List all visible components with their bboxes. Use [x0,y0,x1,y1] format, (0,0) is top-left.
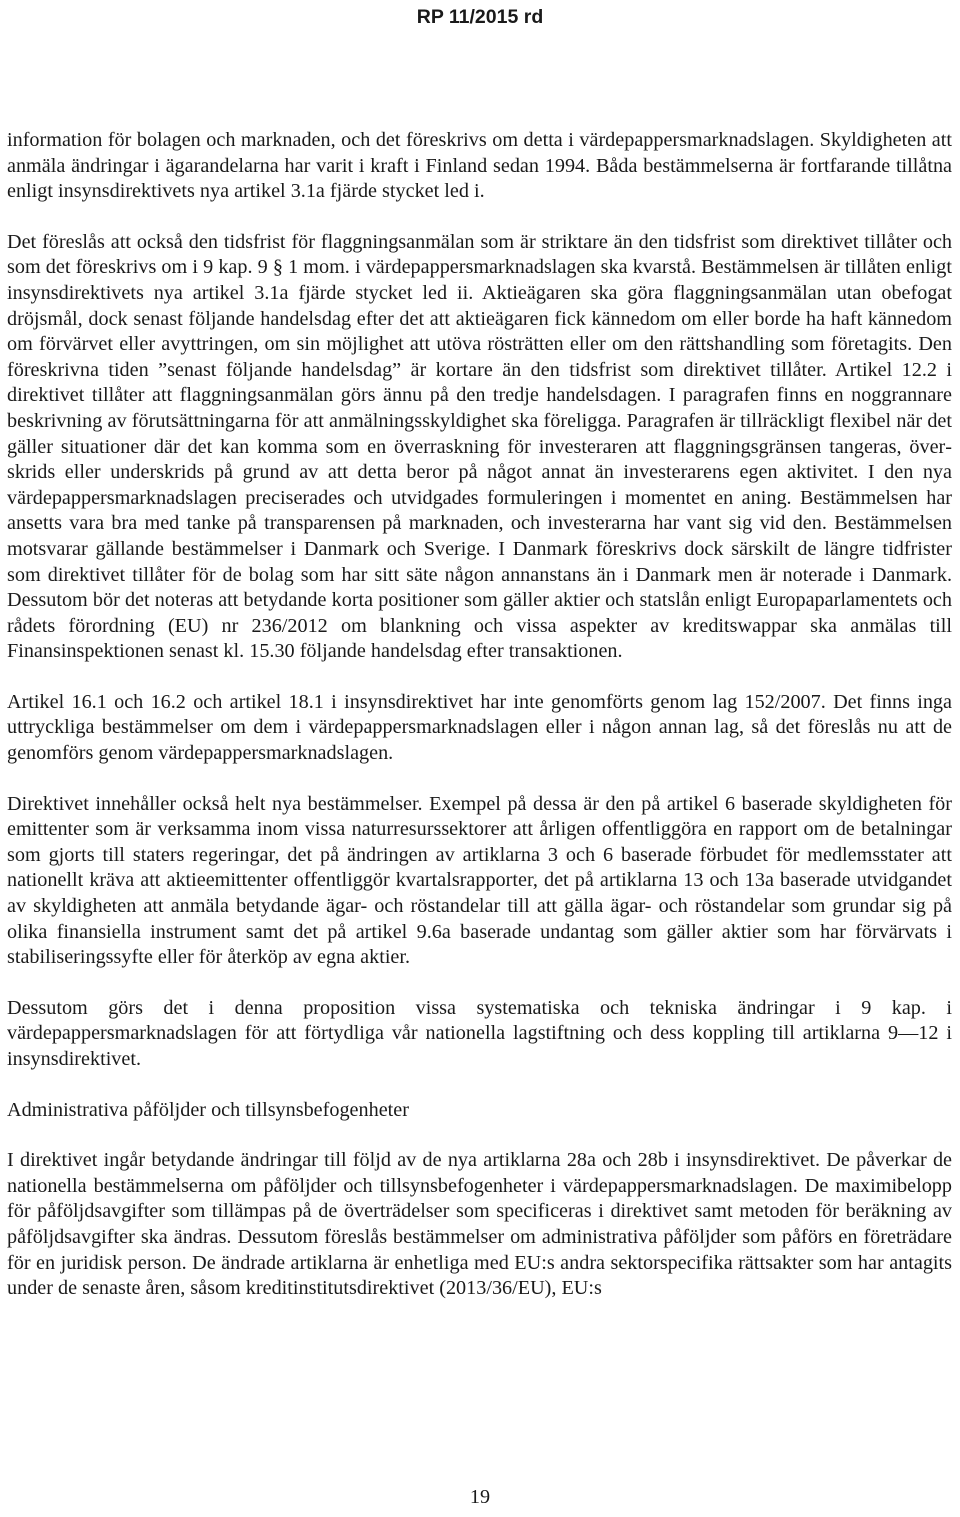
page-header: RP 11/2015 rd [416,6,544,28]
paragraph-tekniska-andringar: Dessutom görs det i denna proposition vissa systematiska och tekniska ändringar i 9 kap. i värdepappersmarknadslagen för att förtydliga vår nationella lagstiftning och dess koppling till artiklarna 9—12 i insynsdirektivet. [7,996,952,1070]
paragraph-pafoljder: I direktivet ingår betydande ändringar till följd av de nya artiklarna 28a och 28b i insynsdirektivet. De påverkar de nationella bestämmelserna om påföljder och tillsynsbefogenheter i värdepappersmarknadslagen. De maximibelopp för påföljdsavgifter som tillämpas på de överträdelser som specificeras i direktivet samt metoden för beräkning av påföljdsavgifter ska ändras. Dessutom föreslås bestämmelser om administrativa påföljder som påförs en företrädare för en juridisk person. De ändrade artiklarna är enhetliga med EU:s andra sektorspecifika rättsakter som har antagits under de senaste åren, såsom kreditinstitutsdirektivet (2013/36/EU), EU:s [7,1149,952,1300]
page-number: 19 [469,1486,491,1508]
paragraph-nya-bestammelser: Direktivet innehåller också helt nya bestämmelser. Exempel på dessa är den på artikel 6 baserade skyldigheten för emittenter som är verksamma inom vissa naturresurssektorer att årligen offentliggöra en rapport om de betalningar som gjorts till staters regeringar, det på ändringen av artiklarna 3 och 6 baserade förbudet för medlemsstater att nationellt kräva att aktieemittenter offentliggör kvartalsrapporter, det på artiklarna 13 och 13a baserade utvidgandet av skyldigheten att anmäla betydande ägar- och röstandelar till att gälla ägar- och röstandelar som grundar sig på olika finansiella instrument samt det på artikel 9.6a baserade undantag som gäller aktier som har förvärvats i stabiliseringssyfte eller för återköp av egna aktier. [7,792,952,969]
paragraph-intro: information för bolagen och marknaden, och det föreskrivs om detta i värdepappersmarknadslagen. Skyldigheten att anmäla ändringar i ägarandelarna har varit i kraft i Finland sedan 1994. Båda bestämmelserna är fortfarande tillåtna enligt insynsdirektivets nya artikel 3.1a fjärde stycket led i. [7,129,952,203]
paragraph-artikel-16: Artikel 16.1 och 16.2 och artikel 18.1 i insynsdirektivet har inte genomförts genom lag 152/2007. Det finns inga uttryckliga bestämmelser om dem i värdepappersmarknadslagen eller i någon annan lag, så det föreslås nu att de genomförs genom värdepappersmarknadslagen. [7,690,952,765]
section-heading: Administrativa påföljder och tillsynsbefogenheter [7,1098,409,1121]
document-body [7,128,952,1302]
paragraph-flaggning: Det föreslås att också den tidsfrist för flaggningsanmälan som är striktare än den tidsfrist som direktivet tillåter och som det föreskrivs om i 9 kap. 9 § 1 mom. i värdepappersmarknadslagen ska kvarstå. Bestämmelsen är tillåten enligt insynsdirektivets nya artikel 3.1a fjärde stycket led ii. Aktieägaren ska göra flaggningsanmälan utan obefogat dröjsmål, dock senast följande handelsdag efter det att aktieägaren fick kännedom om eller borde ha haft kännedom om förvärvet eller avyttringen, om sin möjlighet att utöva rösträtten eller om den rättshandling som företagits. Den föreskrivna tiden ”senast följande handelsdag” är kortare än den tidsfrist som direktivet tillåter. Artikel 12.2 i direktivet tillåter att flaggningsanmälan görs ännu på den tredje handelsdagen. I paragrafen finns en noggrannare beskrivning av förutsättningarna för att anmälningsskyldighet ska föreligga. Paragrafen är tillräckligt flexibel när det gäller situationer där det kan komma som en överraskning för investeraren att flaggningsgränsen tangeras, överskrids eller underskrids på grund av att detta beror på något annat än investerarens egen aktivitet. I den nya värdepappersmarknadslagen preciserades och utvidgades formuleringen i momentet en aning. Bestämmelsen har ansetts vara bra med tanke på transparensen på marknaden, och investerarna har vant sig vid den. Bestämmelsen motsvarar gällande bestämmelser i Danmark och Sverige. I Danmark föreskrivs dock särskilt de längre tidfrister som direktivet tillåter för de bolag som har sitt säte någon annanstans än i Danmark men är noterade i Danmark. Dessutom bör det noteras att betydande korta positioner som gäller aktier och statslån enligt Europaparlamentets och rådets förordning (EU) nr 236/2012 om blankning och vissa aspekter av kreditswappar ska anmälas till Finansinspektionen senast kl. 15.30 följande handelsdag efter transaktionen. [7,230,952,663]
